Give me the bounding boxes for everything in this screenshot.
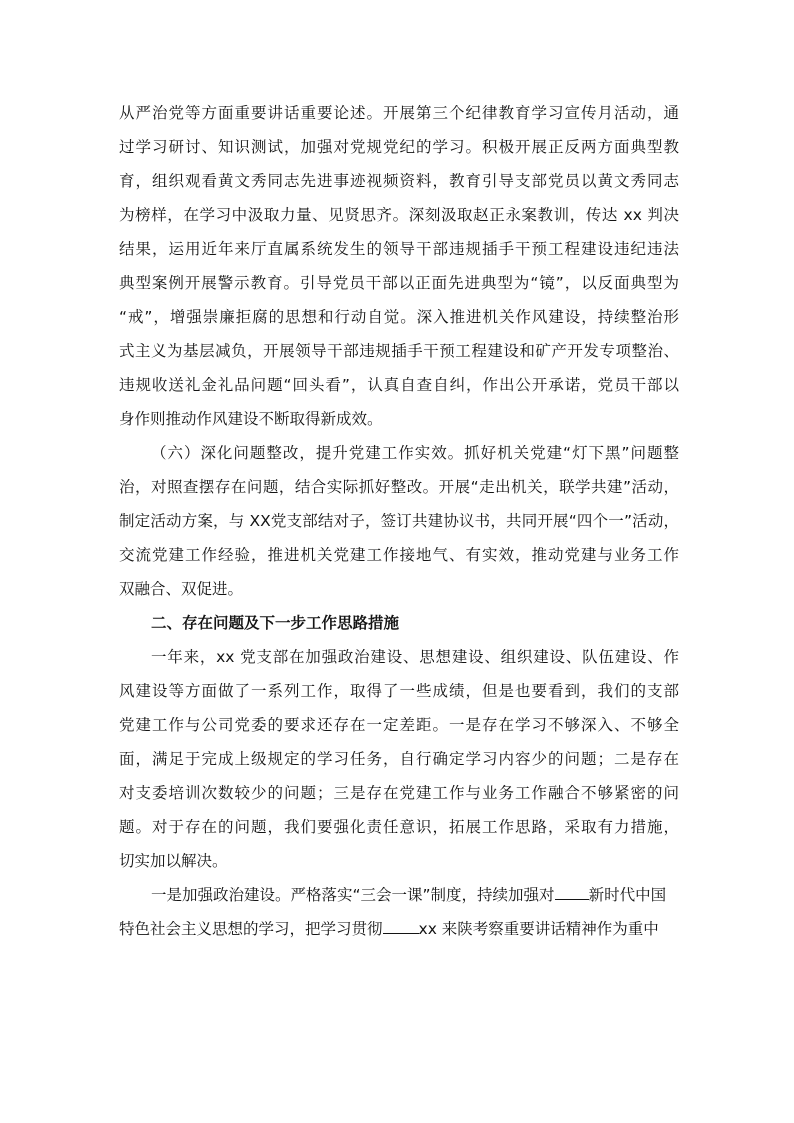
text-segment: 一是加强政治建设。严格落实“三会一课”制度，持续加强对 xyxy=(151,886,555,904)
text-line: 面，满足于完成上级规定的学习任务，自行确定学习内容少的问题；二是存在 xyxy=(119,750,679,768)
text-line: 过学习研讨、知识测试，加强对党规党纪的学习。积极开展正反两方面典型教 xyxy=(119,138,679,156)
text-line: 结果，运用近年来厅直属系统发生的领导干部违规插手干预工程建设违纪违法 xyxy=(119,240,679,258)
text-line: 党建工作与公司党委的要求还存在一定差距。一是存在学习不够深入、不够全 xyxy=(119,716,679,734)
paragraph-problems xyxy=(119,640,679,878)
text-line: 违规收送礼金礼品问题“回头看”，认真自查自纠，作出公开承诺，党员干部以 xyxy=(119,376,679,394)
text-line: 从严治党等方面重要讲话重要论述。开展第三个纪律教育学习宣传月活动，通 xyxy=(119,104,679,122)
paragraph-rectification xyxy=(119,436,679,606)
fill-in-blank xyxy=(383,915,419,934)
text-line: 风建设等方面做了一系列工作，取得了一些成绩，但是也要看到，我们的支部 xyxy=(119,682,679,700)
section-heading: 二、存在问题及下一步工作思路措施 xyxy=(151,614,400,632)
text-line: 为榜样，在学习中汲取力量、见贤思齐。深刻汲取赵正永案教训，传达 xx 判决 xyxy=(119,206,679,224)
text-line: 式主义为基层减负，开展领导干部违规插手干预工程建设和矿产开发专项整治、 xyxy=(119,342,679,360)
text-line xyxy=(119,878,679,912)
paragraph-political-building xyxy=(119,878,679,946)
text-line: 治，对照查摆存在问题，结合实际抓好整改。开展“走出机关，联学共建”活动， xyxy=(119,478,679,496)
text-line: “戒”，增强崇廉拒腐的思想和行动自觉。深入推进机关作风建设，持续整治形 xyxy=(119,308,679,326)
text-line: 对支委培训次数较少的问题；三是存在党建工作与业务工作融合不够紧密的问 xyxy=(119,784,679,802)
text-line: 交流党建工作经验，推进机关党建工作接地气、有实效，推动党建与业务工作 xyxy=(119,546,679,564)
document-body xyxy=(119,96,679,946)
text-line: 题。对于存在的问题，我们要强化责任意识，拓展工作思路，采取有力措施， xyxy=(119,818,679,836)
text-segment: xx 来陕考察重要讲话精神作为重中 xyxy=(418,920,659,938)
text-line xyxy=(119,912,679,946)
text-line: 一年来，xx 党支部在加强政治建设、思想建设、组织建设、队伍建设、作 xyxy=(151,648,679,666)
text-line: 典型案例开展警示教育。引导党员干部以正面先进典型为“镜”，以反面典型为 xyxy=(119,274,679,292)
text-line: 身作则推动作风建设不断取得新成效。 xyxy=(119,410,383,428)
paragraph-discipline-education xyxy=(119,96,679,436)
text-line: （六）深化问题整改，提升党建工作实效。抓好机关党建“灯下黑”问题整 xyxy=(151,444,679,462)
text-segment: 特色社会主义思想的学习，把学习贯彻 xyxy=(119,920,383,938)
text-line: 育，组织观看黄文秀同志先进事迹视频资料，教育引导支部党员以黄文秀同志 xyxy=(119,172,679,190)
text-segment: 新时代中国 xyxy=(588,886,667,904)
text-line: 双融合、双促进。 xyxy=(119,580,244,598)
text-line: 制定活动方案，与 XX党支部结对子，签订共建协议书，共同开展“四个一”活动， xyxy=(119,512,679,530)
fill-in-blank xyxy=(555,881,589,900)
text-line: 切实加以解决。 xyxy=(119,852,228,870)
